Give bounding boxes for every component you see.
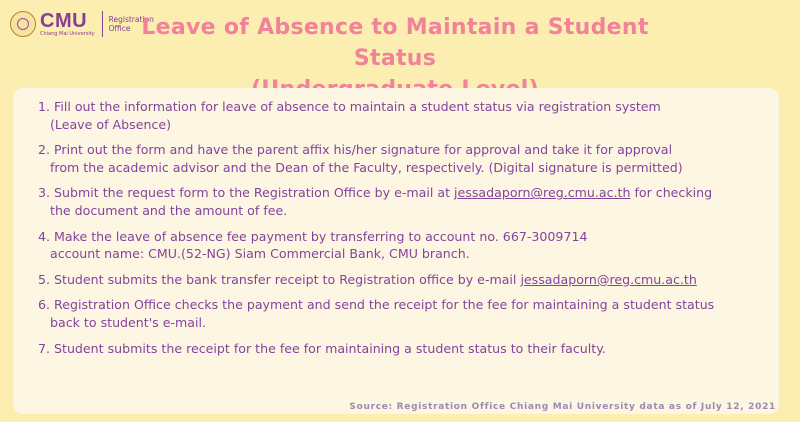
office-line-2: Office xyxy=(108,24,131,33)
step-5-email-link[interactable]: jessadaporn@reg.cmu.ac.th xyxy=(520,271,697,287)
step-6-line-2: back to student's e-mail. xyxy=(50,314,207,330)
step-7 xyxy=(38,340,788,358)
step-2 xyxy=(38,141,788,176)
step-2-line-2: from the academic advisor and the Dean of the Faculty, respectively. (Digital signature is permitted) xyxy=(50,159,683,175)
office-line-1: Registration xyxy=(108,14,154,24)
steps-list xyxy=(38,98,788,365)
university-seal-icon xyxy=(10,11,36,37)
university-name: Chiang Mai University xyxy=(40,31,95,37)
step-6-line-1: 6. Registration Office checks the payment and send the receipt for the fee for maintaining a student status xyxy=(38,297,715,313)
step-5 xyxy=(38,271,788,289)
step-1 xyxy=(38,98,788,133)
step-3-line-2: the document and the amount of fee. xyxy=(50,202,288,218)
step-7-line-1: 7. Student submits the receipt for the fee for maintaining a student status to their faculty. xyxy=(38,340,606,356)
cmu-brand-text: CMU xyxy=(40,10,88,32)
step-3-line-1-pre: 3. Submit the request form to the Registration Office by e-mail at xyxy=(38,185,455,201)
step-4-line-2: account name: CMU.(52-NG) Siam Commercial Bank, CMU branch. xyxy=(50,246,470,262)
step-3-email-link[interactable]: jessadaporn@reg.cmu.ac.th xyxy=(454,185,631,201)
step-4 xyxy=(38,228,788,263)
step-3-line-1-post: for checking xyxy=(630,185,713,201)
step-5-line-1-pre: 5. Student submits the bank transfer receipt to Registration office by e-mail xyxy=(38,271,521,287)
step-4-line-1: 4. Make the leave of absence fee payment by transferring to account no. 667-3009714 xyxy=(38,228,588,244)
logo-divider xyxy=(102,11,103,37)
step-1-line-2: (Leave of Absence) xyxy=(50,116,172,132)
step-1-line-1: 1. Fill out the information for leave of absence to maintain a student status via registration system xyxy=(38,99,661,114)
step-6 xyxy=(38,296,788,331)
step-3 xyxy=(38,184,788,219)
cmu-wordmark xyxy=(40,11,95,37)
step-2-line-1: 2. Print out the form and have the parent affix his/her signature for approval and take it for approval xyxy=(38,142,673,158)
source-note: Source: Registration Office Chiang Mai University data as of July 12, 2021 xyxy=(349,402,776,412)
title-line-1: Leave of Absence to Maintain a Student Status xyxy=(141,15,649,71)
